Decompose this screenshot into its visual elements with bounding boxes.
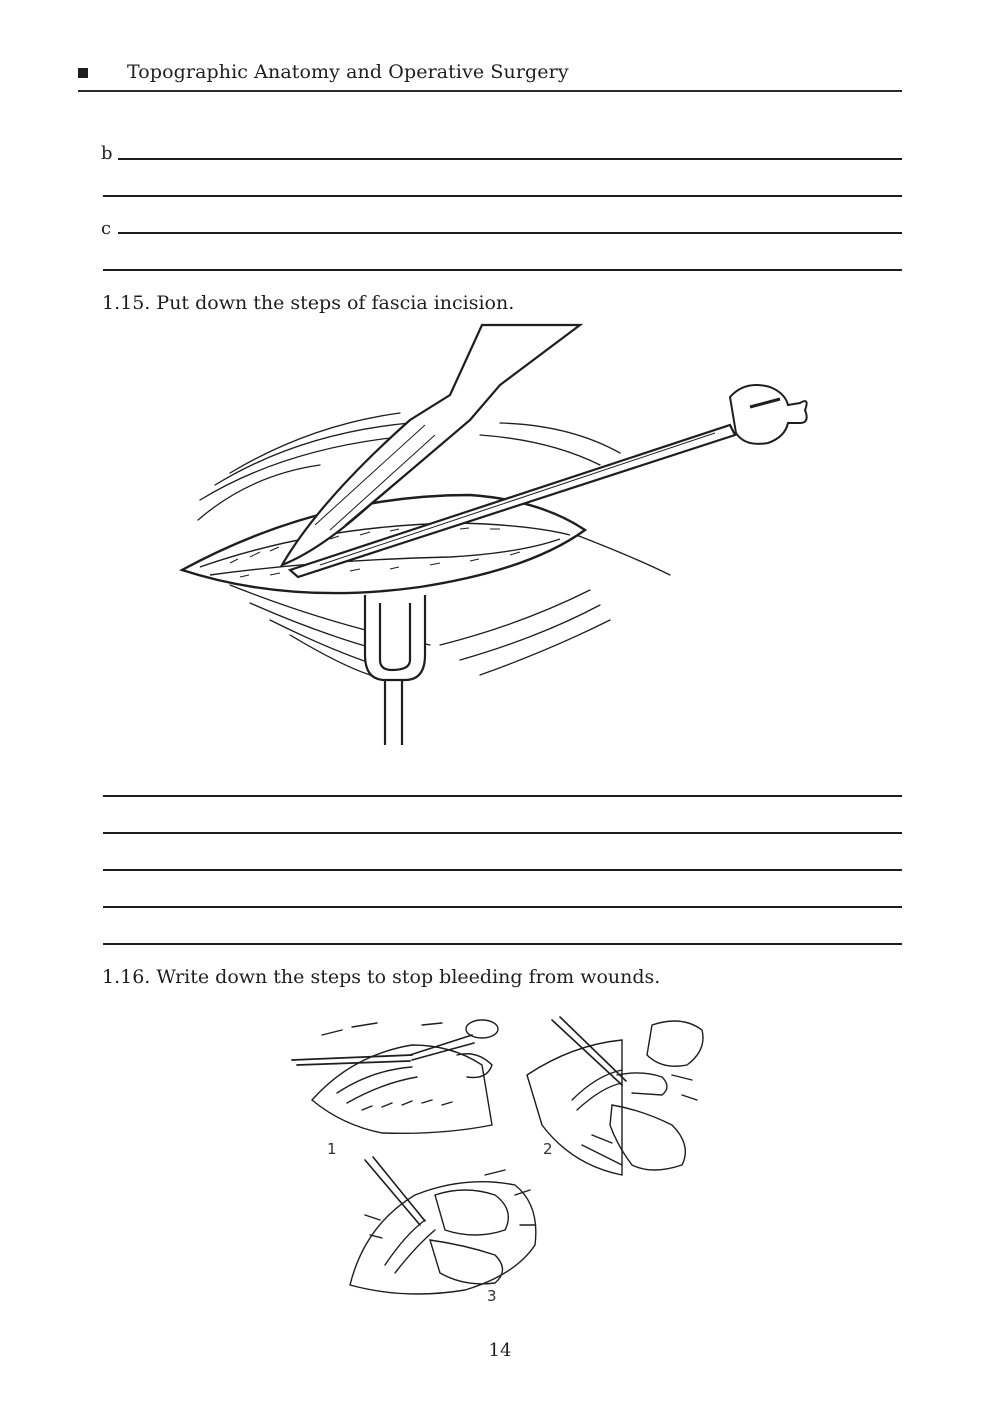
answer-line-1-15-3 (103, 869, 902, 871)
question-text: Write down the steps to stop bleeding from wounds. (156, 966, 661, 988)
header-bullet-icon (78, 68, 88, 78)
answer-label-b: b (101, 143, 113, 164)
header-divider (78, 90, 902, 92)
fascia-incision-illustration (170, 325, 820, 755)
question-text: Put down the steps of fascia incision. (156, 292, 515, 314)
bleeding-control-panel-2-illustration (522, 1015, 717, 1185)
bleeding-control-panel-3-illustration (345, 1155, 545, 1305)
answer-line-b-2 (103, 195, 902, 197)
bleeding-control-panel-1-illustration (292, 1015, 507, 1145)
answer-line-b-1 (118, 158, 902, 160)
answer-line-1-15-2 (103, 832, 902, 834)
question-1-16 (102, 966, 660, 988)
answer-line-1-15-1 (103, 795, 902, 797)
question-number: 1.16. (102, 966, 151, 988)
panel-label-3: 3 (487, 1287, 497, 1305)
answer-line-c-1 (118, 232, 902, 234)
panel-label-2: 2 (543, 1140, 553, 1158)
answer-label-c: c (101, 218, 112, 239)
answer-line-c-2 (103, 269, 902, 271)
running-header-title: Topographic Anatomy and Operative Surgery (127, 61, 569, 83)
answer-line-1-15-5 (103, 943, 902, 945)
page-number: 14 (488, 1340, 512, 1361)
question-number: 1.15. (102, 292, 151, 314)
retractor-hook (365, 595, 425, 745)
panel-label-1: 1 (327, 1140, 337, 1158)
question-1-15 (102, 292, 514, 314)
answer-line-1-15-4 (103, 906, 902, 908)
